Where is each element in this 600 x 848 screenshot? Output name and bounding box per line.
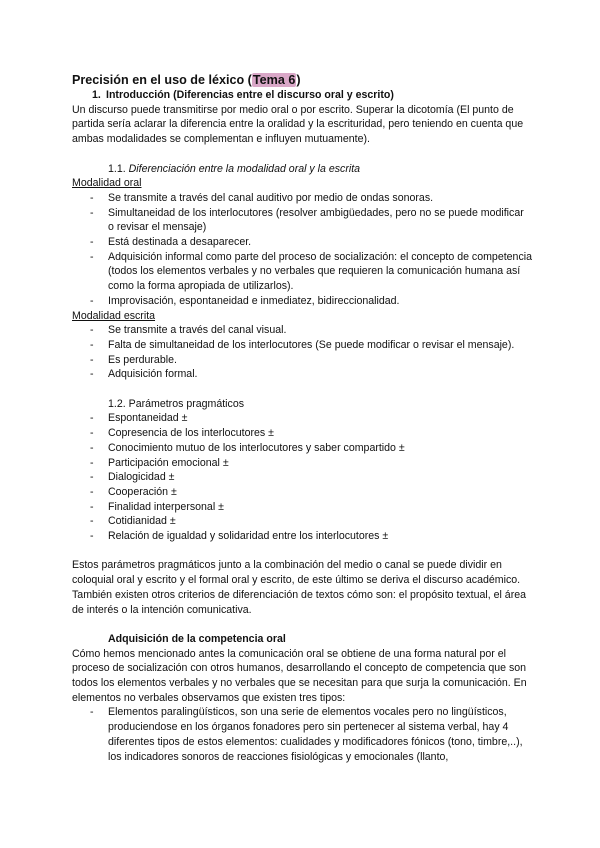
list-item: - Improvisación, espontaneidad e inmediatez, bidireccionalidad.	[90, 294, 400, 307]
oral-label: Modalidad oral	[72, 177, 142, 190]
list-item: - Se transmite a través del canal visual.	[90, 324, 287, 337]
params-list	[72, 411, 532, 543]
escrita-label: Modalidad escrita	[72, 309, 156, 322]
nonverbal-list	[72, 705, 532, 764]
list-item: - Relación de igualdad y solidaridad entre los interlocutores ±	[90, 530, 389, 543]
topic-highlight: Tema 6	[252, 73, 296, 87]
list-item: - Está destinada a desaparecer.	[90, 236, 252, 249]
list-item: - Espontaneidad ±	[90, 412, 188, 425]
doc-title: Precisión en el uso de léxico (Tema 6)	[72, 73, 301, 87]
list-item: - Conocimiento mutuo de los interlocutores y saber compartido ±	[90, 441, 405, 454]
list-item: - Cooperación ±	[90, 485, 177, 498]
escrita-list	[72, 323, 532, 382]
list-item: - Finalidad interpersonal ±	[90, 500, 224, 513]
subsection-1-1: 1.1. Diferenciación entre la modalidad oral y la escrita	[108, 162, 361, 175]
list-item: - Adquisición formal.	[90, 368, 198, 381]
document-page	[72, 72, 532, 764]
list-item: - Se transmite a través del canal auditivo por medio de ondas sonoras.	[90, 191, 434, 204]
list-item: - Elementos paralingüísticos, son una serie de elementos vocales pero no lingüísticos, produciendose en los órganos fonadores pero sin pertenecer al sistema verbal, hay 4 diferentes tipos de estos elementos: cualidades y modificadores fónicos (tono, timbre,..), los indicadores sonoros de reacciones fisiológicas y emocionales (llanto,	[90, 706, 523, 763]
list-item: - Participación emocional ±	[90, 456, 229, 469]
list-item: - Falta de simultaneidad de los interlocutores (Se puede modificar o revisar el mensaje).	[90, 338, 515, 351]
list-item: - Dialogicidad ±	[90, 471, 175, 484]
list-item: - Adquisición informal como parte del proceso de socialización: el concepto de competencia (todos los elementos verbales y no verbales que requieren la comunicación humana así como la forma apropiada de utilizarlos).	[90, 250, 532, 293]
section-1-heading: 1. Introducción (Diferencias entre el discurso oral y escrito)	[92, 89, 394, 101]
section-2-paragraph: Cómo hemos mencionado antes la comunicación oral se obtiene de una forma natural por el proceso de socialización con otros humanos, desarrollando el concepto de competencia que son todos los elementos verbales y no verbales que se necesitan para que surja la comunicación. En elementos no verbales observamos que existen tres tipos:	[72, 647, 527, 704]
oral-list	[72, 191, 532, 309]
subsection-1-2: 1.2. Parámetros pragmáticos	[108, 397, 245, 410]
section-2-heading: Adquisición de la competencia oral	[108, 632, 286, 645]
intro-paragraph: Un discurso puede transmitirse por medio oral o por escrito. Superar la dicotomía (El punto de partida sería aclarar la diferencia entre la oralidad y la escrituridad, pero teniendo en cuenta que ambas modalidades se complementan e influyen mutuamente).	[72, 103, 524, 146]
params-paragraph: Estos parámetros pragmáticos junto a la combinación del medio o canal se puede dividir en coloquial oral y escrito y el formal oral y escrito, de este último se deriva el discurso académico. También existen otros criterios de diferenciación de textos cómo son: el propósito textual, el área de interés o la intención comunicativa.	[72, 559, 527, 616]
list-item: - Cotidianidad ±	[90, 515, 176, 528]
list-item: - Es perdurable.	[90, 353, 177, 366]
list-item: - Simultaneidad de los interlocutores (resolver ambigüedades, pero no se puede modificar o revisar el mensaje)	[90, 206, 524, 234]
list-item: - Copresencia de los interlocutores ±	[90, 427, 274, 440]
